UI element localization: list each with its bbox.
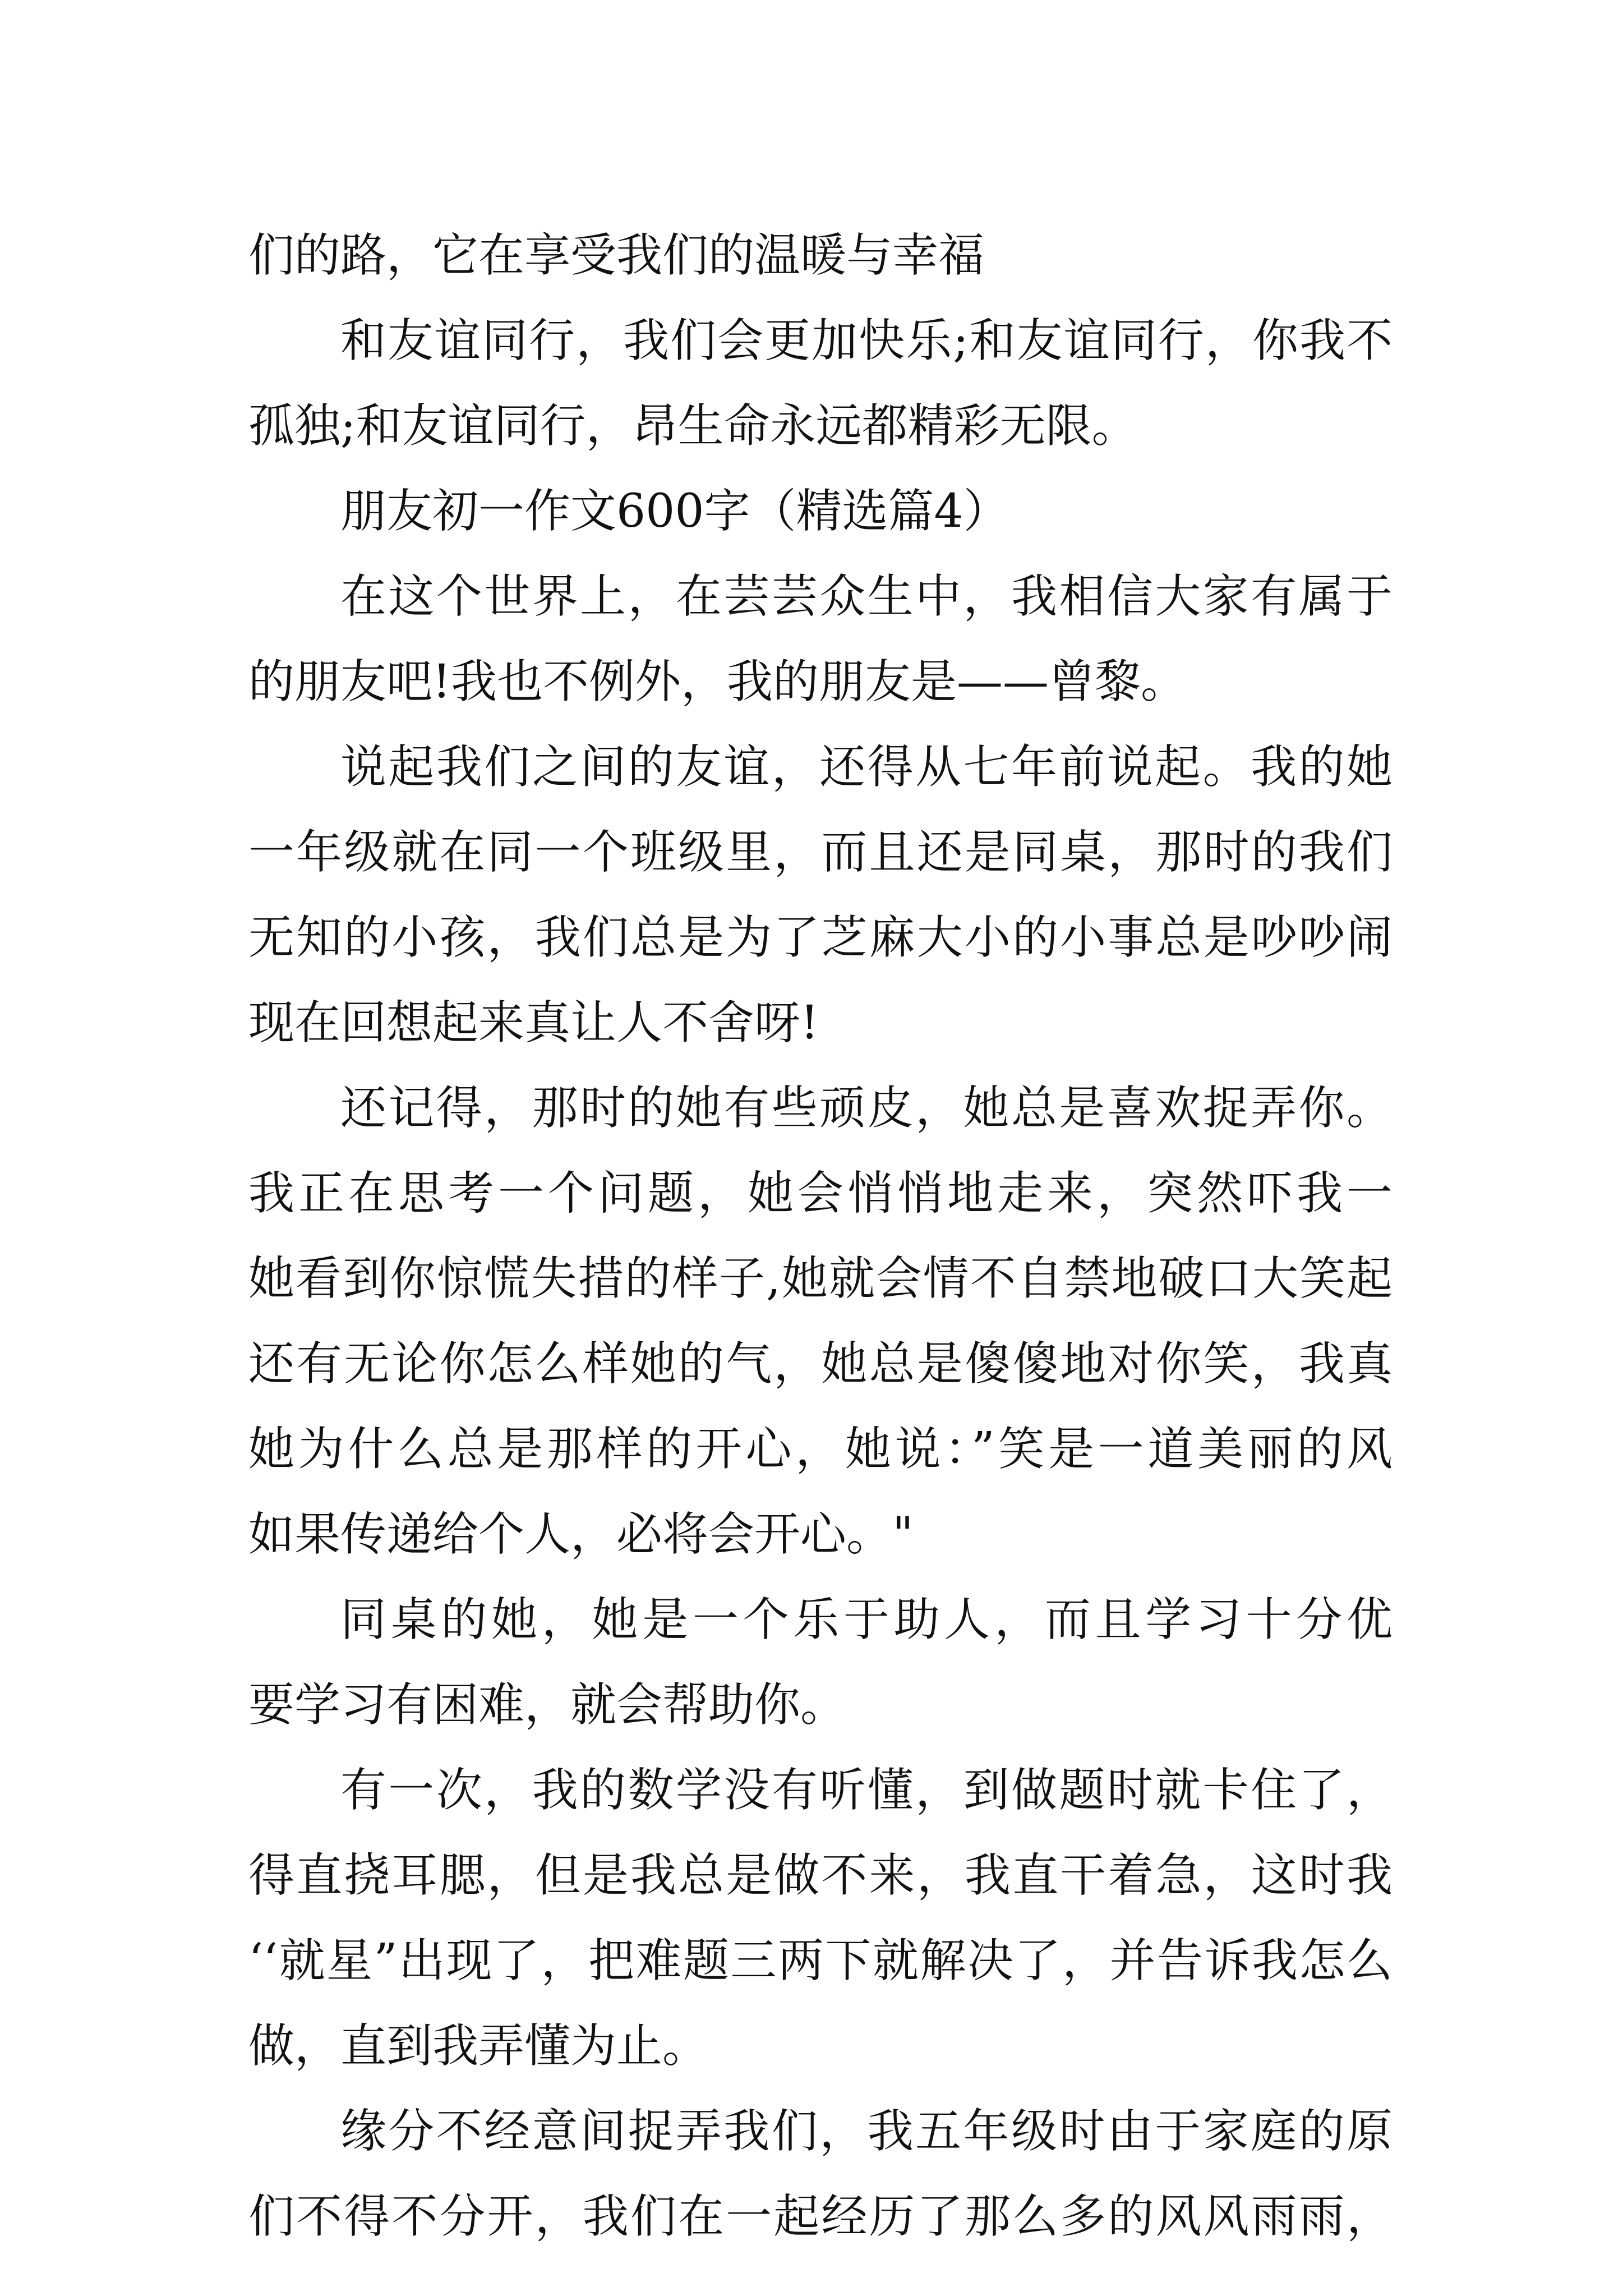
text-line: ‘‘就星”出现了，把难题三两下就解决了，并告诉我怎么 bbox=[248, 1934, 1393, 1987]
text-line: 和友谊同行，我们会更加快乐;和友谊同行，你我不 bbox=[340, 314, 1393, 367]
text-line: 还有无论你怎么样她的气，她总是傻傻地对你笑，我真 bbox=[248, 1337, 1393, 1391]
text-line: 还记得，那时的她有些顽皮，她总是喜欢捉弄你。 bbox=[340, 1082, 1393, 1135]
section-heading: 朋友初一作文600字（精选篇4） bbox=[340, 485, 1009, 538]
text-line: 要学习有困难，就会帮助你。 bbox=[248, 1678, 847, 1732]
text-line: 孤独;和友谊同行，昂生命永远都精彩无限。 bbox=[248, 399, 1138, 453]
text-line: 做，直到我弄懂为止。 bbox=[248, 2019, 709, 2073]
text-line: 的朋友吧!我也不例外，我的朋友是——曾黎。 bbox=[248, 655, 1187, 708]
text-line: 如果传递给个人，必将会开心。" bbox=[248, 1508, 914, 1561]
text-line: 们的路，它在享受我们的温暖与幸福 bbox=[248, 229, 985, 282]
text-line: 说起我们之间的友谊，还得从七年前说起。我的她 bbox=[340, 740, 1393, 794]
text-line: 得直挠耳腮，但是我总是做不来，我直干着急，这时我 bbox=[248, 1849, 1393, 1902]
text-line: 现在回想起来真让人不舍呀! bbox=[248, 996, 819, 1050]
text-line: 她为什么总是那样的开心，她说：”笑是一道美丽的风 bbox=[248, 1423, 1393, 1476]
text-line: 无知的小孩，我们总是为了芝麻大小的小事总是吵吵闹 bbox=[248, 911, 1393, 964]
text-line: 我正在思考一个问题，她会悄悄地走来，突然吓我一 bbox=[248, 1167, 1393, 1220]
text-line: 一年级就在同一个班级里，而且还是同桌，那时的我们 bbox=[248, 826, 1393, 879]
text-line: 有一次，我的数学没有听懂，到做题时就卡住了， bbox=[340, 1764, 1393, 1817]
text-line: 在这个世界上，在芸芸众生中，我相信大家有属于 bbox=[340, 570, 1393, 623]
text-line: 缘分不经意间捉弄我们，我五年级时由于家庭的原 bbox=[340, 2105, 1393, 2158]
essay-body bbox=[248, 213, 1393, 2260]
text-line: 同桌的她，她是一个乐于助人，而且学习十分优 bbox=[340, 1593, 1393, 1646]
text-line: 们不得不分开，我们在一起经历了那么多的风风雨雨， bbox=[248, 2190, 1393, 2243]
text-line: 她看到你惊慌失措的样子,她就会情不自禁地破口大笑起 bbox=[248, 1252, 1393, 1305]
